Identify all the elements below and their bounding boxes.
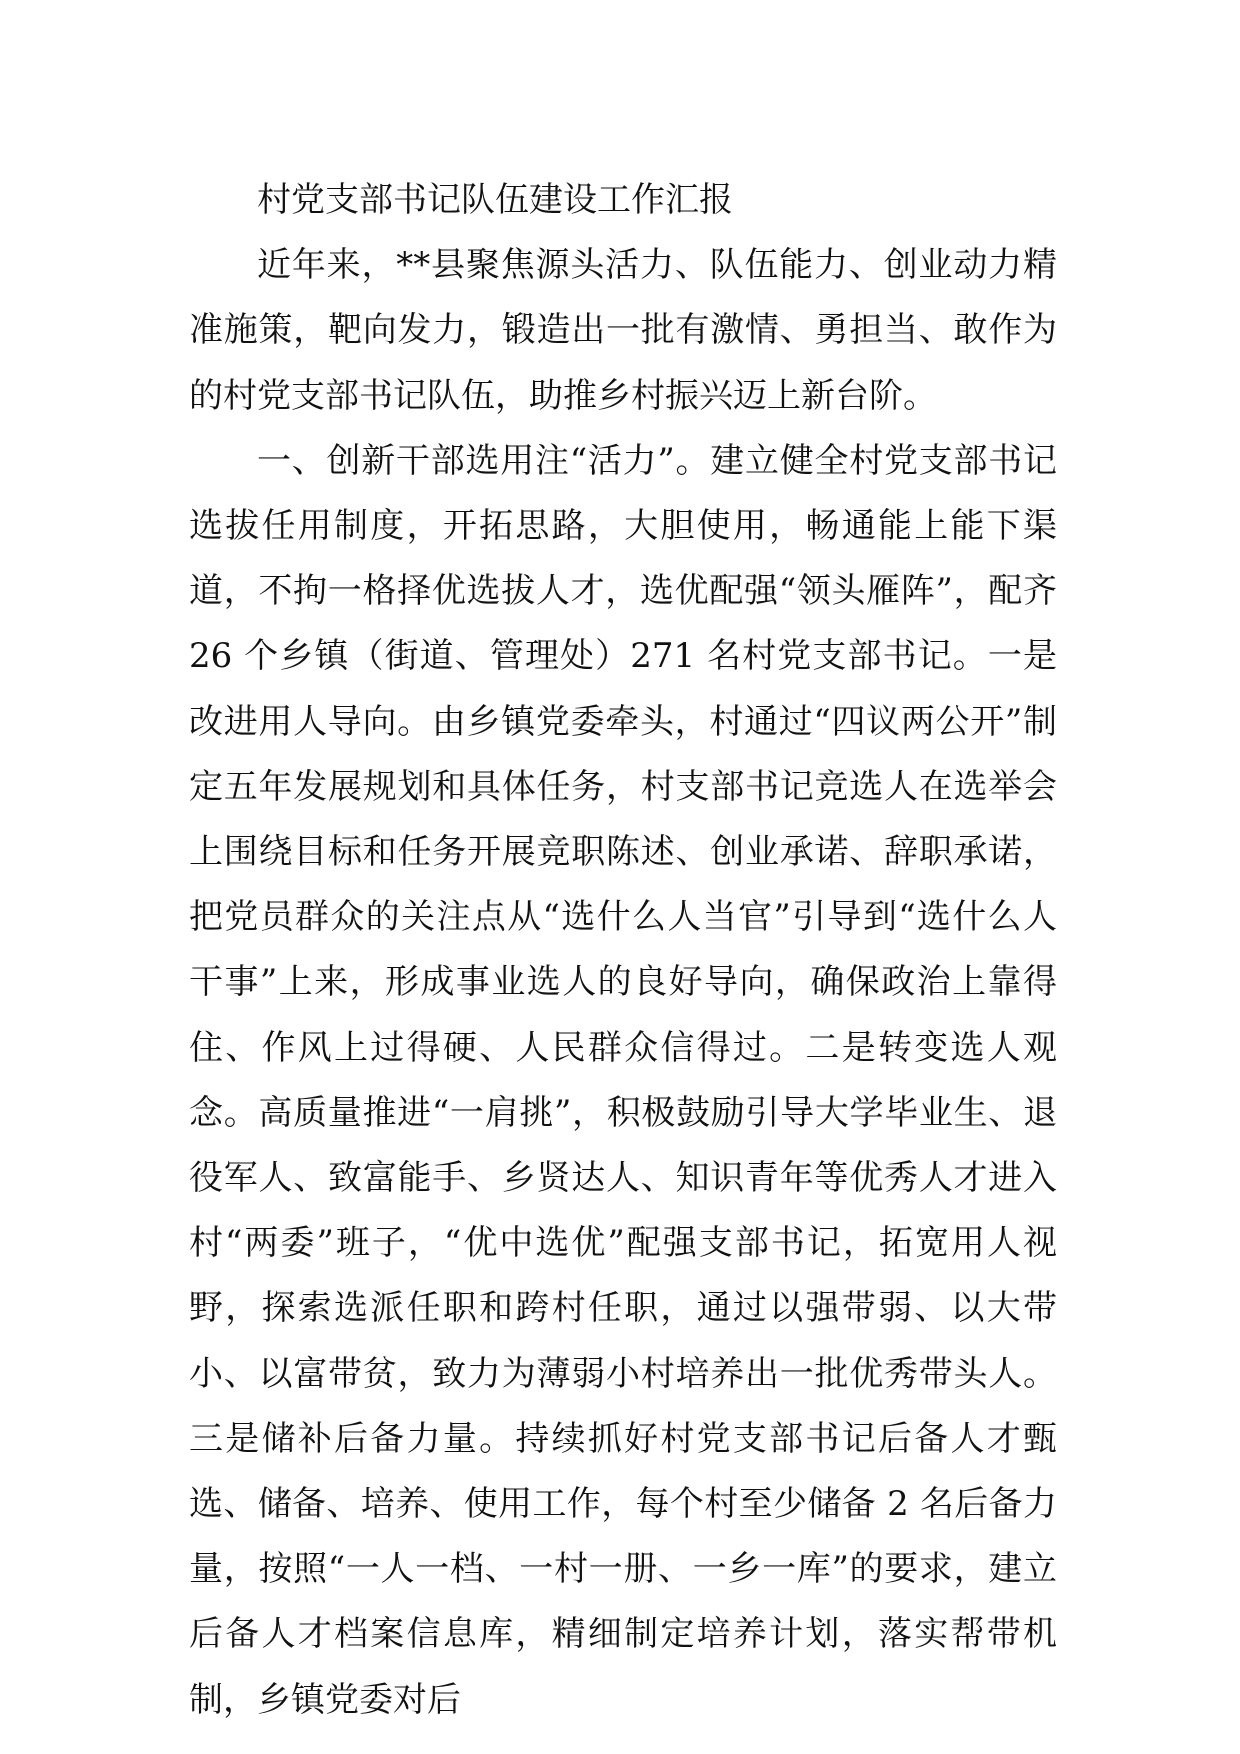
paragraph-intro: 近年来，**县聚焦源头活力、队伍能力、创业动力精准施策，靶向发力，锻造出一批有激情、勇担当、敢作为的村党支部书记队伍，助推乡村振兴迈上新台阶。 [189, 245, 1057, 416]
document-title: 村党支部书记队伍建设工作汇报 [257, 180, 733, 220]
paragraph-section-one: 一、创新干部选用注“活力”。建立健全村党支部书记选拔任用制度，开拓思路，大胆使用，畅通能上能下渠道，不拘一格择优选拔人才，选优配强“领头雁阵”，配齐 26 个乡镇（街道、管理处）271 名村党支部书记。一是改进用人导向。由乡镇党委牵头，村通过“四议两公开”制定五年发展规划和具体任务，村支部书记竞选人在选举会上围绕目标和任务开展竞职陈述、创业承诺、辞职承诺，把党员群众的关注点从“选什么人当官”引导到“选什么人干事”上来，形成事业选人的良好导向，确保政治上靠得住、作风上过得硬、人民群众信得过。二是转变选人观念。高质量推进“一肩挑”，积极鼓励引导大学毕业生、退役军人、致富能手、乡贤达人、知识青年等优秀人才进入村“两委”班子，“优中选优”配强支部书记，拓宽用人视野，探索选派任职和跨村任职，通过以强带弱、以大带小、以富带贫，致力为薄弱小村培养出一批优秀带头人。三是储补后备力量。持续抓好村党支部书记后备人才甄选、储备、培养、使用工作，每个村至少储备 2 名后备力量，按照“一人一档、一村一册、一乡一库”的要求，建立后备人才档案信息库，精细制定培养计划，落实帮带机制，乡镇党委对后 [189, 440, 1057, 1720]
document-body [189, 168, 1057, 1733]
